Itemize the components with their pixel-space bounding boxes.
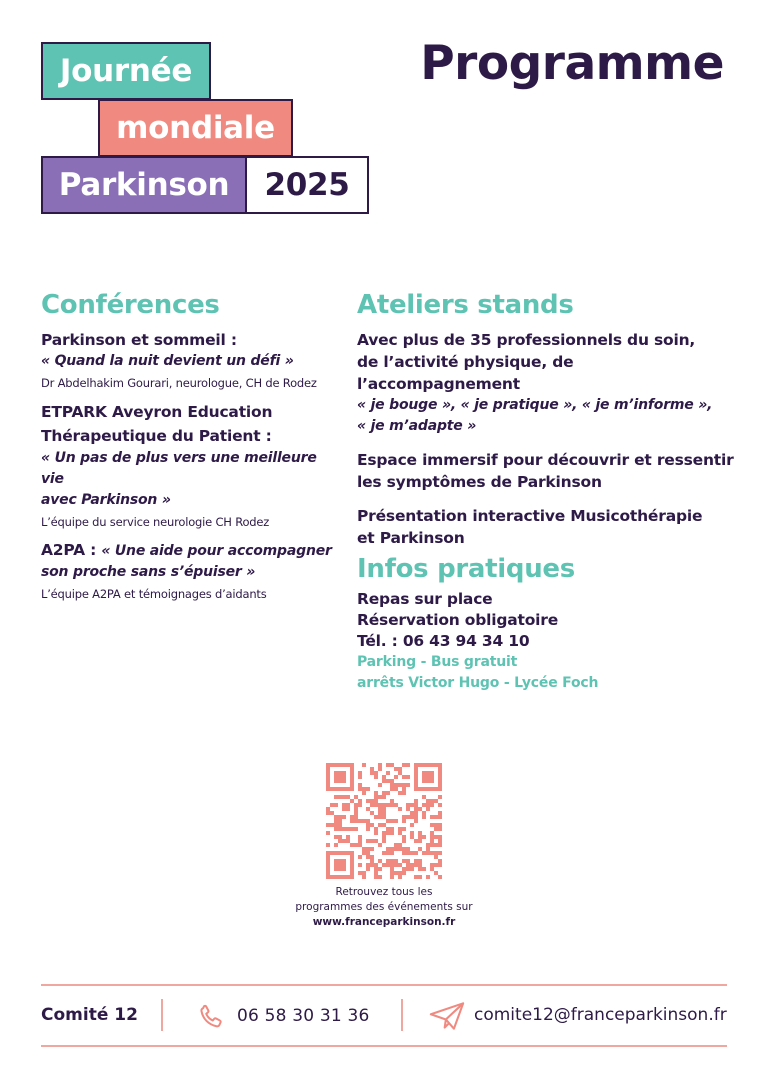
atelier-quote: « je bouge », « je pratique », « je m’informe », [357, 397, 713, 413]
qr-code[interactable] [326, 763, 442, 879]
ateliers-heading: Ateliers stands [357, 290, 574, 320]
conferences-heading: Conférences [41, 290, 220, 320]
conference-quote: avec Parkinson » [41, 492, 171, 508]
conference-speaker: L’équipe du service neurologie CH Rodez [41, 515, 270, 529]
info-transport: arrêts Victor Hugo - Lycée Foch [357, 675, 599, 691]
info-line: Repas sur place [357, 590, 493, 608]
footer-separator [401, 999, 403, 1031]
atelier-text: Avec plus de 35 professionnels du soin, [357, 331, 696, 349]
atelier-text: les symptômes de Parkinson [357, 473, 602, 491]
conference-speaker: Dr Abdelhakim Gourari, neurologue, CH de Rodez [41, 376, 317, 390]
ateliers-section [357, 289, 737, 694]
atelier-text: Espace immersif pour découvrir et ressentir [357, 451, 734, 469]
atelier-quote: « je m’adapte » [357, 418, 477, 434]
conferences-section [41, 289, 341, 603]
conference-quote: son proche sans s’épuiser » [41, 564, 256, 580]
footer-divider-bottom [41, 1045, 727, 1047]
conference-title: ETPARK Aveyron Education [41, 403, 273, 421]
footer-email[interactable]: comite12@franceparkinson.fr [474, 1005, 727, 1025]
qr-caption [234, 885, 534, 930]
logo-year: 2025 [245, 156, 369, 214]
info-phone: Tél. : 06 43 94 34 10 [357, 632, 530, 650]
qr-caption-line: Retrouvez tous les [335, 886, 433, 898]
infos-heading: Infos pratiques [357, 554, 575, 584]
conference-quote: « Quand la nuit devient un défi » [41, 353, 294, 369]
footer-separator [161, 999, 163, 1031]
website-link[interactable]: www.franceparkinson.fr [312, 916, 456, 928]
conference-item-sleep [41, 329, 341, 392]
logo-line-parkinson: Parkinson [41, 156, 247, 214]
info-transport: Parking - Bus gratuit [357, 654, 518, 670]
atelier-item-immersive [357, 449, 737, 493]
logo-line-journee: Journée [41, 42, 211, 100]
conference-title: Parkinson et sommeil : [41, 331, 237, 349]
atelier-item-professionals [357, 329, 737, 437]
page-title: Programme [420, 36, 724, 91]
info-line: Réservation obligatoire [357, 611, 559, 629]
atelier-text: et Parkinson [357, 529, 465, 547]
conference-title: Thérapeutique du Patient : [41, 427, 272, 445]
atelier-item-music [357, 505, 737, 549]
conference-title: A2PA : [41, 541, 102, 559]
paper-plane-icon [428, 1001, 466, 1031]
conference-item-a2pa [41, 539, 341, 603]
conference-quote: « Une aide pour accompagner [101, 543, 332, 559]
atelier-text: de l’activité physique, de l’accompagnement [357, 353, 574, 393]
conference-speaker: L’équipe A2PA et témoignages d’aidants [41, 587, 267, 601]
footer-committee: Comité 12 [41, 1005, 138, 1025]
footer-divider-top [41, 984, 727, 986]
footer-phone[interactable]: 06 58 30 31 36 [237, 1006, 370, 1026]
conference-quote: « Un pas de plus vers une meilleure vie [41, 450, 317, 487]
qr-caption-line: programmes des événements sur [295, 901, 473, 913]
conference-item-etpark [41, 400, 341, 531]
infos-section [357, 553, 737, 694]
phone-icon [196, 1002, 226, 1032]
atelier-text: Présentation interactive Musicothérapie [357, 507, 703, 525]
logo-line-mondiale: mondiale [98, 99, 293, 157]
